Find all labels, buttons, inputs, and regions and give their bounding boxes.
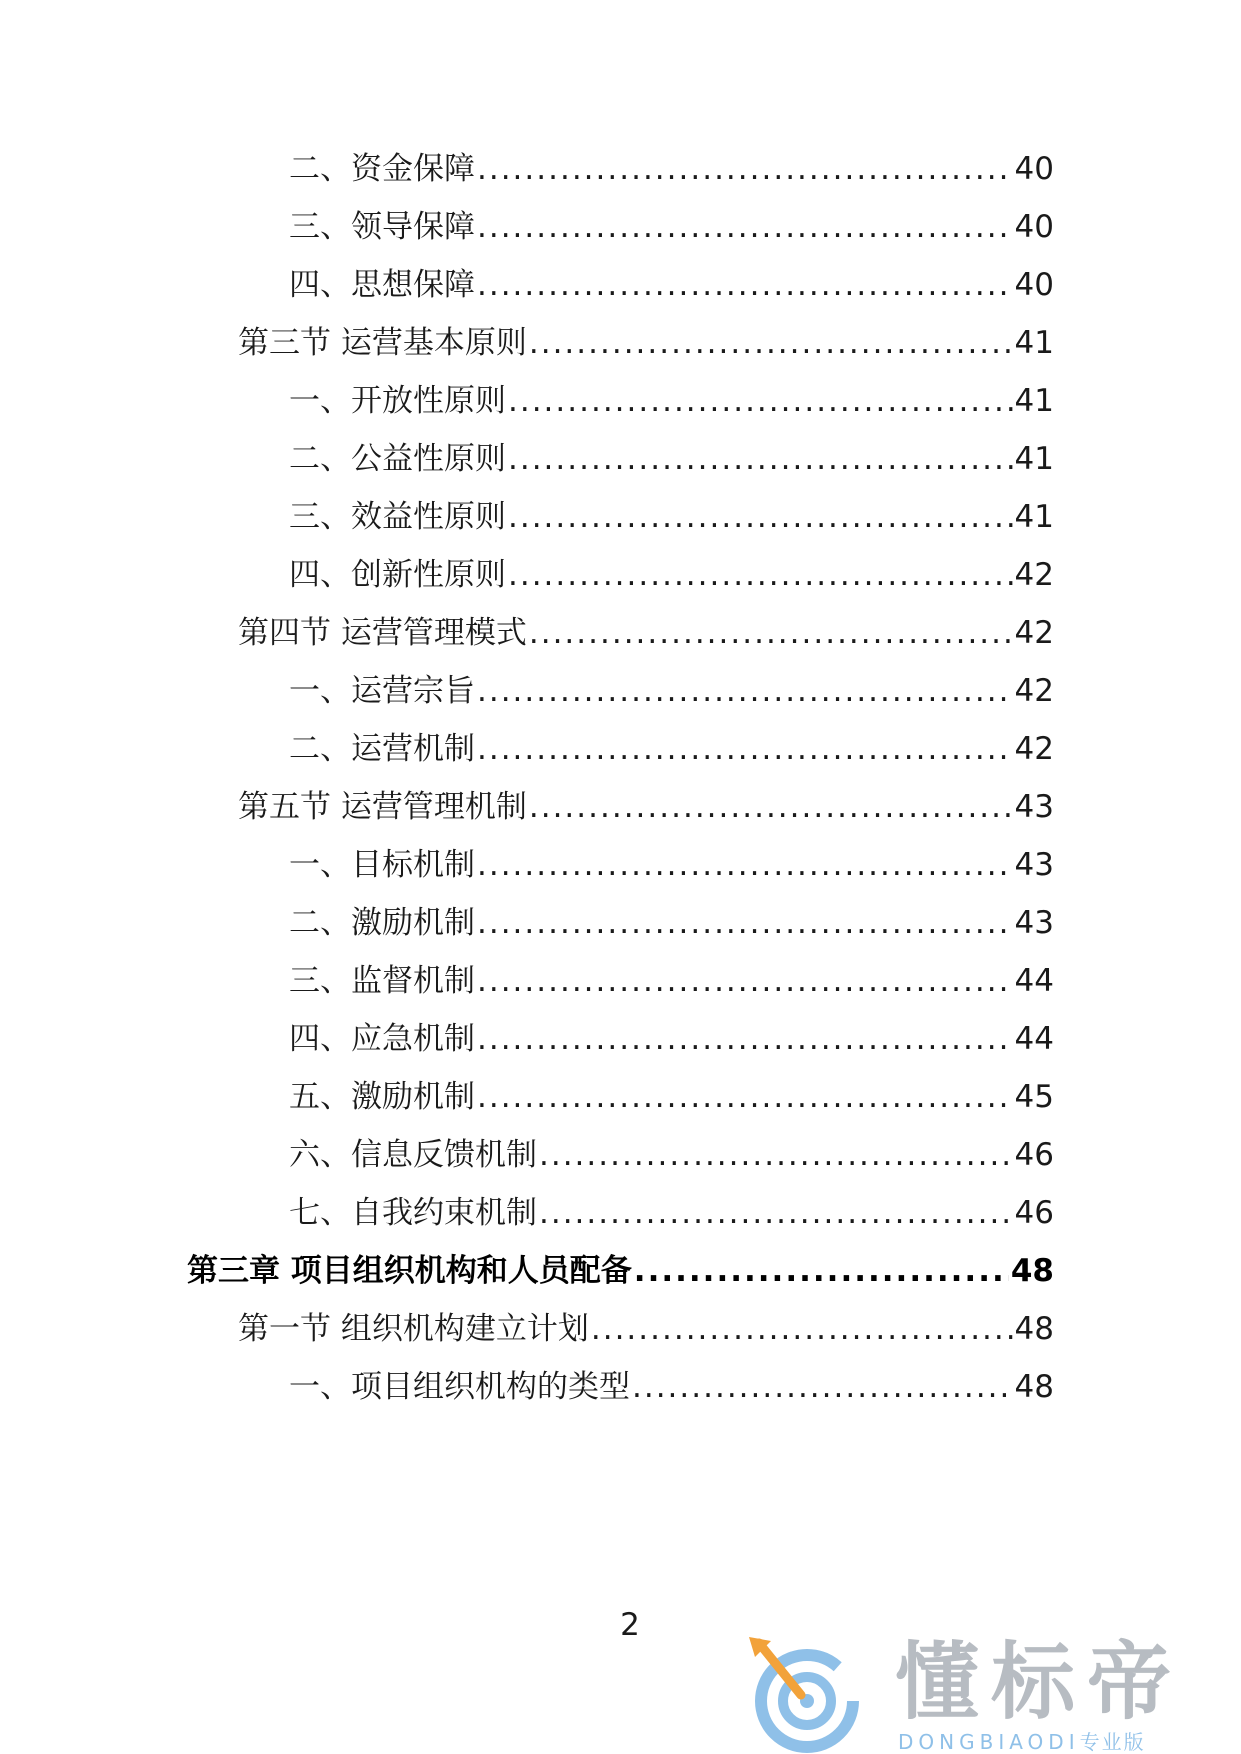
toc-leader-dots: [539, 1134, 1013, 1176]
toc-entry-title: 四、思想保障: [289, 267, 475, 303]
toc-entry-page: 42: [1014, 557, 1054, 593]
toc-entry[interactable]: [289, 380, 1054, 422]
toc-entry-page: 40: [1014, 209, 1054, 245]
toc-entry[interactable]: [238, 612, 1054, 654]
watermark-subtitle: [898, 1731, 1146, 1753]
toc-entry-title: 第三章 项目组织机构和人员配备: [187, 1253, 632, 1289]
watermark-subtitle-cn: 专业版: [1079, 1730, 1146, 1754]
toc-entry-title: 三、效益性原则: [289, 499, 506, 535]
toc-entry[interactable]: [289, 844, 1054, 886]
toc-leader-dots: [477, 960, 1013, 1002]
toc-entry-title: 六、信息反馈机制: [289, 1137, 537, 1173]
toc-entry[interactable]: [289, 1018, 1054, 1060]
toc-leader-dots: [477, 1018, 1013, 1060]
toc-leader-dots: [539, 1192, 1013, 1234]
toc-entry[interactable]: [289, 206, 1054, 248]
toc-entry-page: 42: [1014, 615, 1054, 651]
toc-leader-dots: [477, 728, 1013, 770]
toc-entry-title: 三、领导保障: [289, 209, 475, 245]
toc-entry-title: 一、项目组织机构的类型: [289, 1369, 630, 1405]
toc-entry-page: 41: [1014, 383, 1054, 419]
toc-entry-page: 41: [1014, 441, 1054, 477]
toc-leader-dots: [477, 1076, 1013, 1118]
toc-leader-dots: [477, 902, 1013, 944]
toc-entry-title: 一、目标机制: [289, 847, 475, 883]
toc-entry-page: 41: [1014, 325, 1054, 361]
toc-entry-title: 二、公益性原则: [289, 441, 506, 477]
toc-entry-page: 40: [1014, 151, 1054, 187]
toc-entry-page: 48: [1010, 1253, 1054, 1289]
toc-entry[interactable]: [289, 728, 1054, 770]
toc-entry-page: 48: [1014, 1311, 1054, 1347]
toc-entry-page: 42: [1014, 673, 1054, 709]
toc-entry-page: 43: [1014, 847, 1054, 883]
toc-entry-page: 46: [1014, 1137, 1054, 1173]
page-number: 2: [620, 1607, 640, 1643]
toc-entry-page: 44: [1014, 1021, 1054, 1057]
toc-entry[interactable]: [289, 670, 1054, 712]
toc-entry-title: 第五节 运营管理机制: [238, 789, 527, 825]
toc-entry-title: 第一节 组织机构建立计划: [238, 1311, 589, 1347]
toc-leader-dots: [508, 554, 1013, 596]
toc-entry-title: 二、资金保障: [289, 151, 475, 187]
toc-entry-page: 45: [1014, 1079, 1054, 1115]
toc-leader-dots: [508, 438, 1013, 480]
toc-entry[interactable]: [289, 438, 1054, 480]
toc-entry-page: 40: [1014, 267, 1054, 303]
toc-entry-title: 二、运营机制: [289, 731, 475, 767]
toc-entry[interactable]: [289, 264, 1054, 306]
toc-leader-dots: [632, 1366, 1013, 1408]
toc-leader-dots: [634, 1250, 1009, 1292]
toc-entry[interactable]: [289, 496, 1054, 538]
toc-entry-title: 七、自我约束机制: [289, 1195, 537, 1231]
toc-leader-dots: [477, 148, 1013, 190]
toc-entry-page: 44: [1014, 963, 1054, 999]
toc-entry-page: 43: [1014, 789, 1054, 825]
toc-entry-title: 二、激励机制: [289, 905, 475, 941]
toc-entry[interactable]: [238, 786, 1054, 828]
watermark-brand: 懂标帝: [895, 1633, 1184, 1731]
toc-entry-title: 四、创新性原则: [289, 557, 506, 593]
toc-entry-page: 42: [1014, 731, 1054, 767]
toc-leader-dots: [591, 1308, 1013, 1350]
toc-leader-dots: [529, 786, 1013, 828]
toc-leader-dots: [529, 322, 1013, 364]
toc-entry-title: 三、监督机制: [289, 963, 475, 999]
toc-entry-title: 第四节 运营管理模式: [238, 615, 527, 651]
toc-entry[interactable]: [238, 1308, 1054, 1350]
toc-entry-title: 第三节 运营基本原则: [238, 325, 527, 361]
target-arrow-icon: [745, 1635, 865, 1754]
toc-entry-page: 46: [1014, 1195, 1054, 1231]
toc-entry[interactable]: [289, 554, 1054, 596]
toc-entry[interactable]: [289, 1192, 1054, 1234]
toc-entry-page: 41: [1014, 499, 1054, 535]
toc-entry[interactable]: [289, 1134, 1054, 1176]
toc-entry-title: 一、运营宗旨: [289, 673, 475, 709]
toc-leader-dots: [508, 380, 1013, 422]
watermark-subtitle-en: DONGBIAODI: [898, 1730, 1080, 1754]
toc-entry[interactable]: [289, 148, 1054, 190]
toc-entry[interactable]: [289, 1366, 1054, 1408]
toc-entry[interactable]: [289, 960, 1054, 1002]
toc-entry-page: 48: [1014, 1369, 1054, 1405]
toc-entry[interactable]: [238, 322, 1054, 364]
toc-entry[interactable]: [289, 1076, 1054, 1118]
toc-entry-title: 五、激励机制: [289, 1079, 475, 1115]
toc-leader-dots: [477, 206, 1013, 248]
toc-entry-page: 43: [1014, 905, 1054, 941]
toc-leader-dots: [529, 612, 1013, 654]
toc-leader-dots: [477, 670, 1013, 712]
watermark: [745, 1635, 1225, 1754]
toc-leader-dots: [508, 496, 1013, 538]
toc-leader-dots: [477, 844, 1013, 886]
toc-leader-dots: [477, 264, 1013, 306]
toc-entry[interactable]: [187, 1250, 1054, 1292]
toc-entry[interactable]: [289, 902, 1054, 944]
toc-entry-title: 四、应急机制: [289, 1021, 475, 1057]
toc-entry-title: 一、开放性原则: [289, 383, 506, 419]
